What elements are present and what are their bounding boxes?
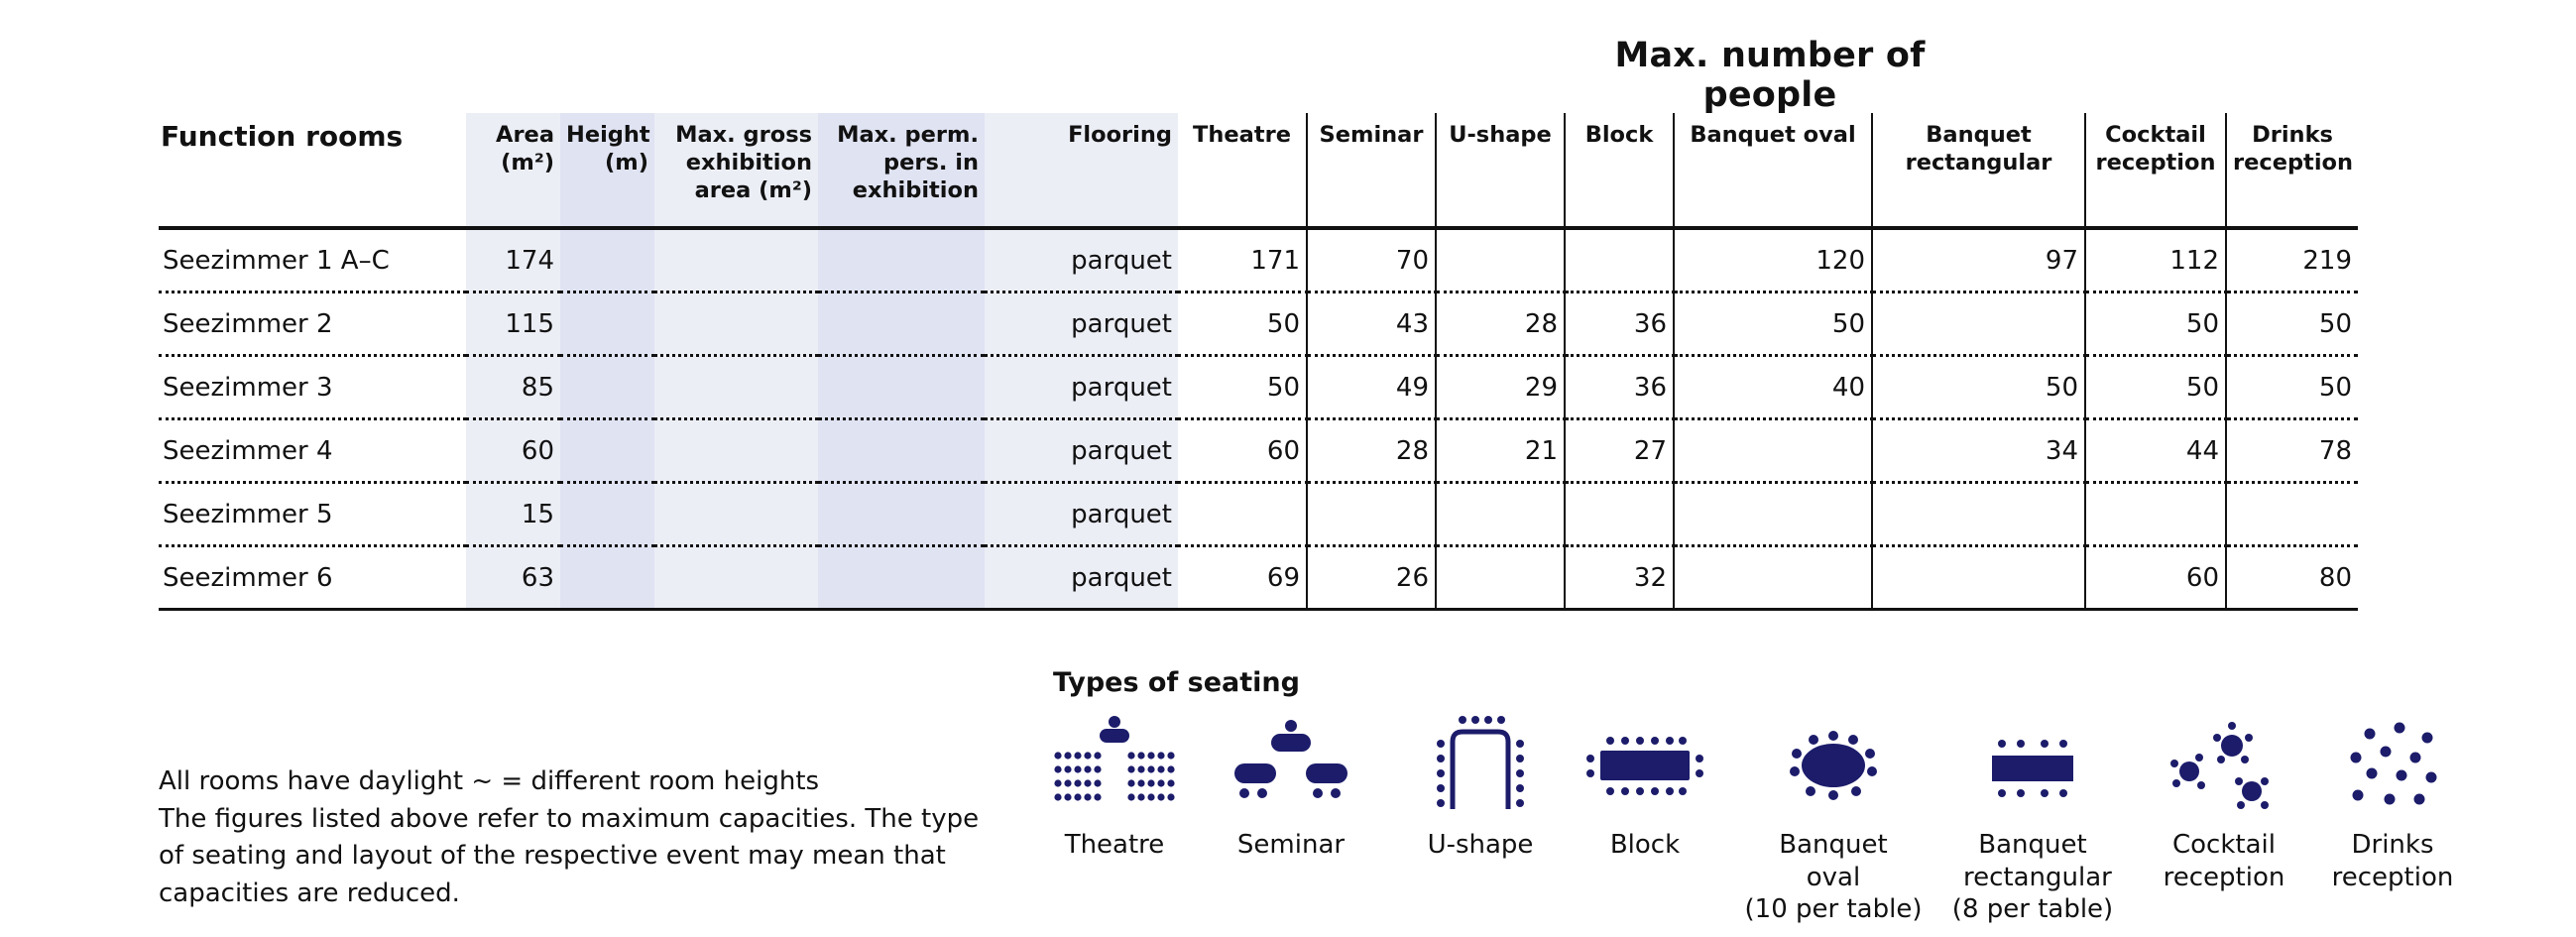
col-header-banquet-oval: Banquet oval xyxy=(1674,113,1872,228)
cell-block: 27 xyxy=(1565,419,1674,483)
col-header-drinks: Drinks reception xyxy=(2226,113,2358,228)
cell-block: 36 xyxy=(1565,356,1674,419)
cell-banquet-rect xyxy=(1872,483,2085,546)
cell-cocktail: 50 xyxy=(2085,293,2226,356)
cell-banquet-oval xyxy=(1674,546,1872,610)
cell-flooring: parquet xyxy=(985,228,1178,293)
cell-theatre: 60 xyxy=(1178,419,1307,483)
col-header-room: Function rooms xyxy=(159,113,466,228)
cell-ushape xyxy=(1436,546,1565,610)
cell-height xyxy=(560,356,654,419)
cell-perm xyxy=(818,228,985,293)
table-row xyxy=(159,419,2358,483)
seating-types-title: Types of seating xyxy=(1053,667,1300,698)
seating-label-sub: (8 per table) xyxy=(1951,894,2114,924)
cell-banquet-rect xyxy=(1872,293,2085,356)
cell-banquet-oval: 120 xyxy=(1674,228,1872,293)
cell-flooring: parquet xyxy=(985,293,1178,356)
cell-room: Seezimmer 2 xyxy=(159,293,466,356)
seating-theatre xyxy=(1015,714,1214,862)
cell-perm xyxy=(818,356,985,419)
cell-theatre: 171 xyxy=(1178,228,1307,293)
cell-gross xyxy=(654,483,818,546)
col-header-block: Block xyxy=(1565,113,1674,228)
seating-label: Theatre xyxy=(1064,830,1165,860)
seating-label-main: Banquet oval xyxy=(1779,830,1888,892)
cell-height xyxy=(560,546,654,610)
seating-label: Seminar xyxy=(1236,830,1346,860)
seating-block xyxy=(1546,714,1744,862)
cell-theatre xyxy=(1178,483,1307,546)
cell-ushape xyxy=(1436,228,1565,293)
cell-gross xyxy=(654,419,818,483)
cell-block xyxy=(1565,228,1674,293)
cell-drinks: 50 xyxy=(2226,293,2358,356)
cell-ushape: 29 xyxy=(1436,356,1565,419)
cell-area: 15 xyxy=(466,483,560,546)
cell-theatre: 50 xyxy=(1178,356,1307,419)
cell-perm xyxy=(818,293,985,356)
cell-drinks: 219 xyxy=(2226,228,2358,293)
col-header-area: Area (m²) xyxy=(466,113,560,228)
theatre-seating-icon xyxy=(1050,714,1179,813)
max-people-heading: Max. number of people xyxy=(1614,36,1926,115)
cell-cocktail xyxy=(2085,483,2226,546)
cell-banquet-rect: 50 xyxy=(1872,356,2085,419)
capacity-note xyxy=(159,763,992,912)
cell-drinks: 80 xyxy=(2226,546,2358,610)
cell-block: 36 xyxy=(1565,293,1674,356)
cell-room: Seezimmer 5 xyxy=(159,483,466,546)
cell-seminar: 43 xyxy=(1307,293,1436,356)
seating-seminar xyxy=(1192,714,1390,862)
cell-area: 63 xyxy=(466,546,560,610)
seating-label xyxy=(1933,829,2132,926)
cell-room: Seezimmer 6 xyxy=(159,546,466,610)
function-rooms-table xyxy=(159,113,2358,611)
col-header-perm-persons: Max. perm. pers. in exhibition xyxy=(818,113,985,228)
cell-flooring: parquet xyxy=(985,419,1178,483)
cell-banquet-oval xyxy=(1674,419,1872,483)
cell-gross xyxy=(654,228,818,293)
cell-theatre: 69 xyxy=(1178,546,1307,610)
col-header-banquet-rect: Banquet rectangular xyxy=(1872,113,2085,228)
cell-area: 60 xyxy=(466,419,560,483)
cell-banquet-oval: 50 xyxy=(1674,293,1872,356)
cell-height xyxy=(560,419,654,483)
cell-room: Seezimmer 1 A–C xyxy=(159,228,466,293)
cell-cocktail: 44 xyxy=(2085,419,2226,483)
seating-drinks-reception xyxy=(2293,714,2492,893)
seating-label-main: Banquet rectangular xyxy=(1963,830,2112,892)
seating-label-sub: (10 per table) xyxy=(1744,894,1923,924)
banquet-rectangular-seating-icon xyxy=(1968,714,2097,813)
cell-gross xyxy=(654,356,818,419)
seating-label: Block xyxy=(1609,830,1681,860)
cell-banquet-rect: 97 xyxy=(1872,228,2085,293)
cell-drinks: 50 xyxy=(2226,356,2358,419)
cell-banquet-rect: 34 xyxy=(1872,419,2085,483)
col-header-theatre: Theatre xyxy=(1178,113,1307,228)
cell-ushape: 21 xyxy=(1436,419,1565,483)
col-header-flooring: Flooring xyxy=(985,113,1178,228)
cell-area: 115 xyxy=(466,293,560,356)
table-row xyxy=(159,356,2358,419)
cell-ushape xyxy=(1436,483,1565,546)
cell-cocktail: 50 xyxy=(2085,356,2226,419)
cell-area: 85 xyxy=(466,356,560,419)
col-header-gross-area: Max. gross exhibition area (m²) xyxy=(654,113,818,228)
table-row xyxy=(159,293,2358,356)
cell-seminar xyxy=(1307,483,1436,546)
col-header-height: Height (m) xyxy=(560,113,654,228)
cell-drinks xyxy=(2226,483,2358,546)
cell-theatre: 50 xyxy=(1178,293,1307,356)
cell-gross xyxy=(654,293,818,356)
cell-seminar: 70 xyxy=(1307,228,1436,293)
drinks-reception-icon xyxy=(2328,714,2457,813)
cell-room: Seezimmer 3 xyxy=(159,356,466,419)
cell-perm xyxy=(818,419,985,483)
cell-area: 174 xyxy=(466,228,560,293)
col-header-ushape: U-shape xyxy=(1436,113,1565,228)
cell-height xyxy=(560,228,654,293)
cell-block xyxy=(1565,483,1674,546)
cell-flooring: parquet xyxy=(985,546,1178,610)
cell-block: 32 xyxy=(1565,546,1674,610)
seating-label: Drinks reception xyxy=(2331,830,2454,892)
table-row xyxy=(159,228,2358,293)
u-shape-seating-icon xyxy=(1421,714,1540,813)
note-line-1: All rooms have daylight ~ = different room heights xyxy=(159,766,820,796)
block-seating-icon xyxy=(1581,714,1709,813)
col-header-cocktail: Cocktail reception xyxy=(2085,113,2226,228)
cell-room: Seezimmer 4 xyxy=(159,419,466,483)
cell-flooring: parquet xyxy=(985,356,1178,419)
note-line-2: The figures listed above refer to maximum capacities. The type of seating and layout of the respective event may mean that capacities are reduced. xyxy=(159,803,980,908)
seating-label xyxy=(1734,829,1932,926)
cell-perm xyxy=(818,483,985,546)
cocktail-reception-icon xyxy=(2160,714,2288,813)
cell-banquet-oval xyxy=(1674,483,1872,546)
table-row xyxy=(159,483,2358,546)
cell-flooring: parquet xyxy=(985,483,1178,546)
cell-drinks: 78 xyxy=(2226,419,2358,483)
cell-height xyxy=(560,483,654,546)
col-header-seminar: Seminar xyxy=(1307,113,1436,228)
seating-banquet-oval xyxy=(1734,714,1932,926)
cell-perm xyxy=(818,546,985,610)
cell-height xyxy=(560,293,654,356)
banquet-oval-seating-icon xyxy=(1769,714,1898,813)
cell-banquet-rect xyxy=(1872,546,2085,610)
table-row xyxy=(159,546,2358,610)
cell-seminar: 28 xyxy=(1307,419,1436,483)
seating-label: Cocktail reception xyxy=(2163,830,2285,892)
seating-banquet-rectangular xyxy=(1933,714,2132,926)
cell-gross xyxy=(654,546,818,610)
cell-seminar: 49 xyxy=(1307,356,1436,419)
cell-banquet-oval: 40 xyxy=(1674,356,1872,419)
cell-cocktail: 112 xyxy=(2085,228,2226,293)
table-header-row xyxy=(159,113,2358,228)
cell-ushape: 28 xyxy=(1436,293,1565,356)
seating-label: U-shape xyxy=(1427,830,1534,860)
cell-seminar: 26 xyxy=(1307,546,1436,610)
cell-cocktail: 60 xyxy=(2085,546,2226,610)
seminar-seating-icon xyxy=(1227,714,1355,813)
